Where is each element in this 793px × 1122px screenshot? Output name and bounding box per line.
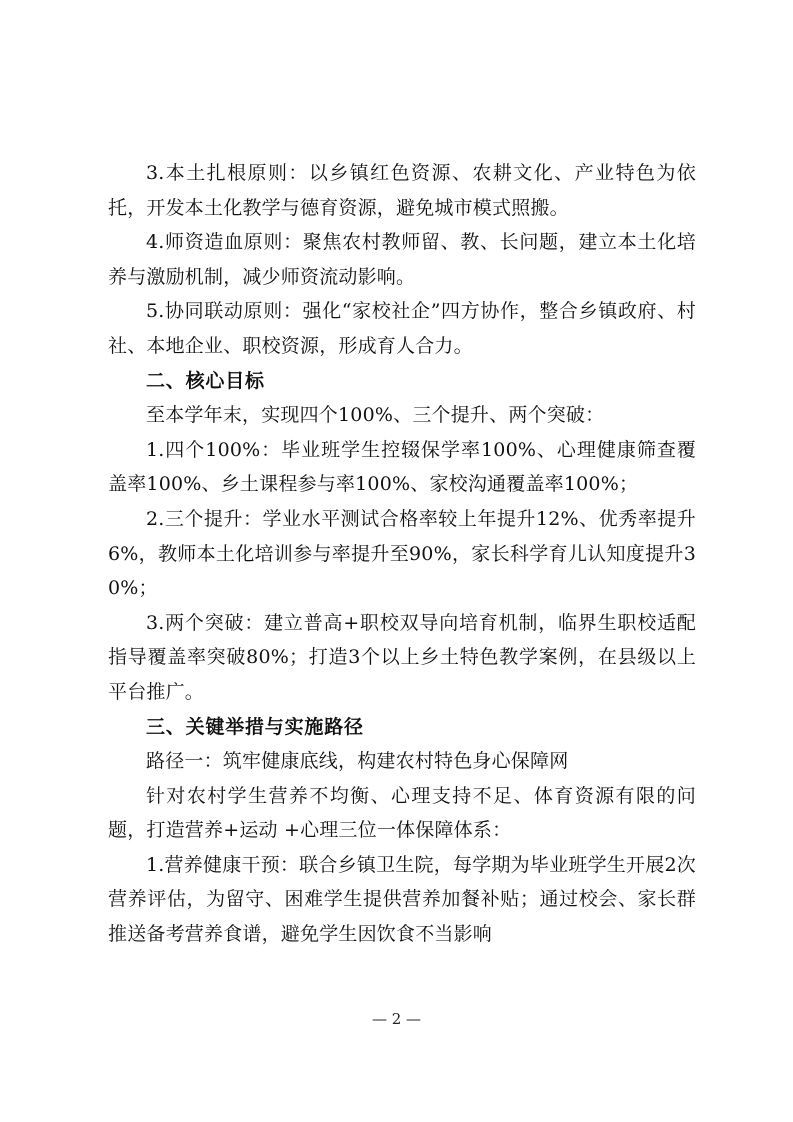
principle-4-paragraph: 4.师资造血原则：聚焦农村教师留、教、长问题，建立本土化培养与激励机制，减少师资流动影响。 [108,231,696,288]
principle-3-paragraph: 3.本土扎根原则：以乡镇红色资源、农耕文化、产业特色为依托，开发本土化教学与德育资源，避免城市模式照搬。 [108,162,696,219]
measure-1-paragraph: 1.营养健康干预：联合乡镇卫生院，每学期为毕业班学生开展2次营养评估，为留守、困难学生提供营养加餐补贴；通过校会、家长群推送备考营养食谱，避免学生因饮食不当影响 [108,853,696,946]
page-number: — 2 — [371,1010,422,1028]
section-heading-key-measures: 三、关键举措与实施路径 [146,715,364,738]
goals-intro-paragraph: 至本学年末，实现四个100%、三个提升、两个突破： [146,404,605,427]
document-body [108,156,696,952]
path-1-title: 路径一：筑牢健康底线，构建农村特色身心保障网 [146,750,569,773]
goal-3-paragraph: 3.两个突破：建立普高+职校双导向培育机制，临界生职校适配指导覆盖率突破80%；打造3个以上乡土特色教学案例，在县级以上平台推广。 [108,611,696,703]
principle-5-paragraph: 5.协同联动原则：强化“家校社企”四方协作，整合乡镇政府、村社、本地企业、职校资源，形成育人合力。 [108,300,696,357]
goal-1-paragraph: 1.四个100%：毕业班学生控辍保学率100%、心理健康筛查覆盖率100%、乡土课程参与率100%、家校沟通覆盖率100%； [108,438,696,496]
section-heading-core-goals: 二、核心目标 [146,369,265,392]
goal-2-paragraph: 2.三个提升：学业水平测试合格率较上年提升12%、优秀率提升6%，教师本土化培训参与率提升至90%，家长科学育儿认知度提升30%； [108,507,696,600]
path-1-intro-paragraph: 针对农村学生营养不均衡、心理支持不足、体育资源有限的问题，打造营养+运动 +心理三位一体保障体系： [108,784,696,842]
